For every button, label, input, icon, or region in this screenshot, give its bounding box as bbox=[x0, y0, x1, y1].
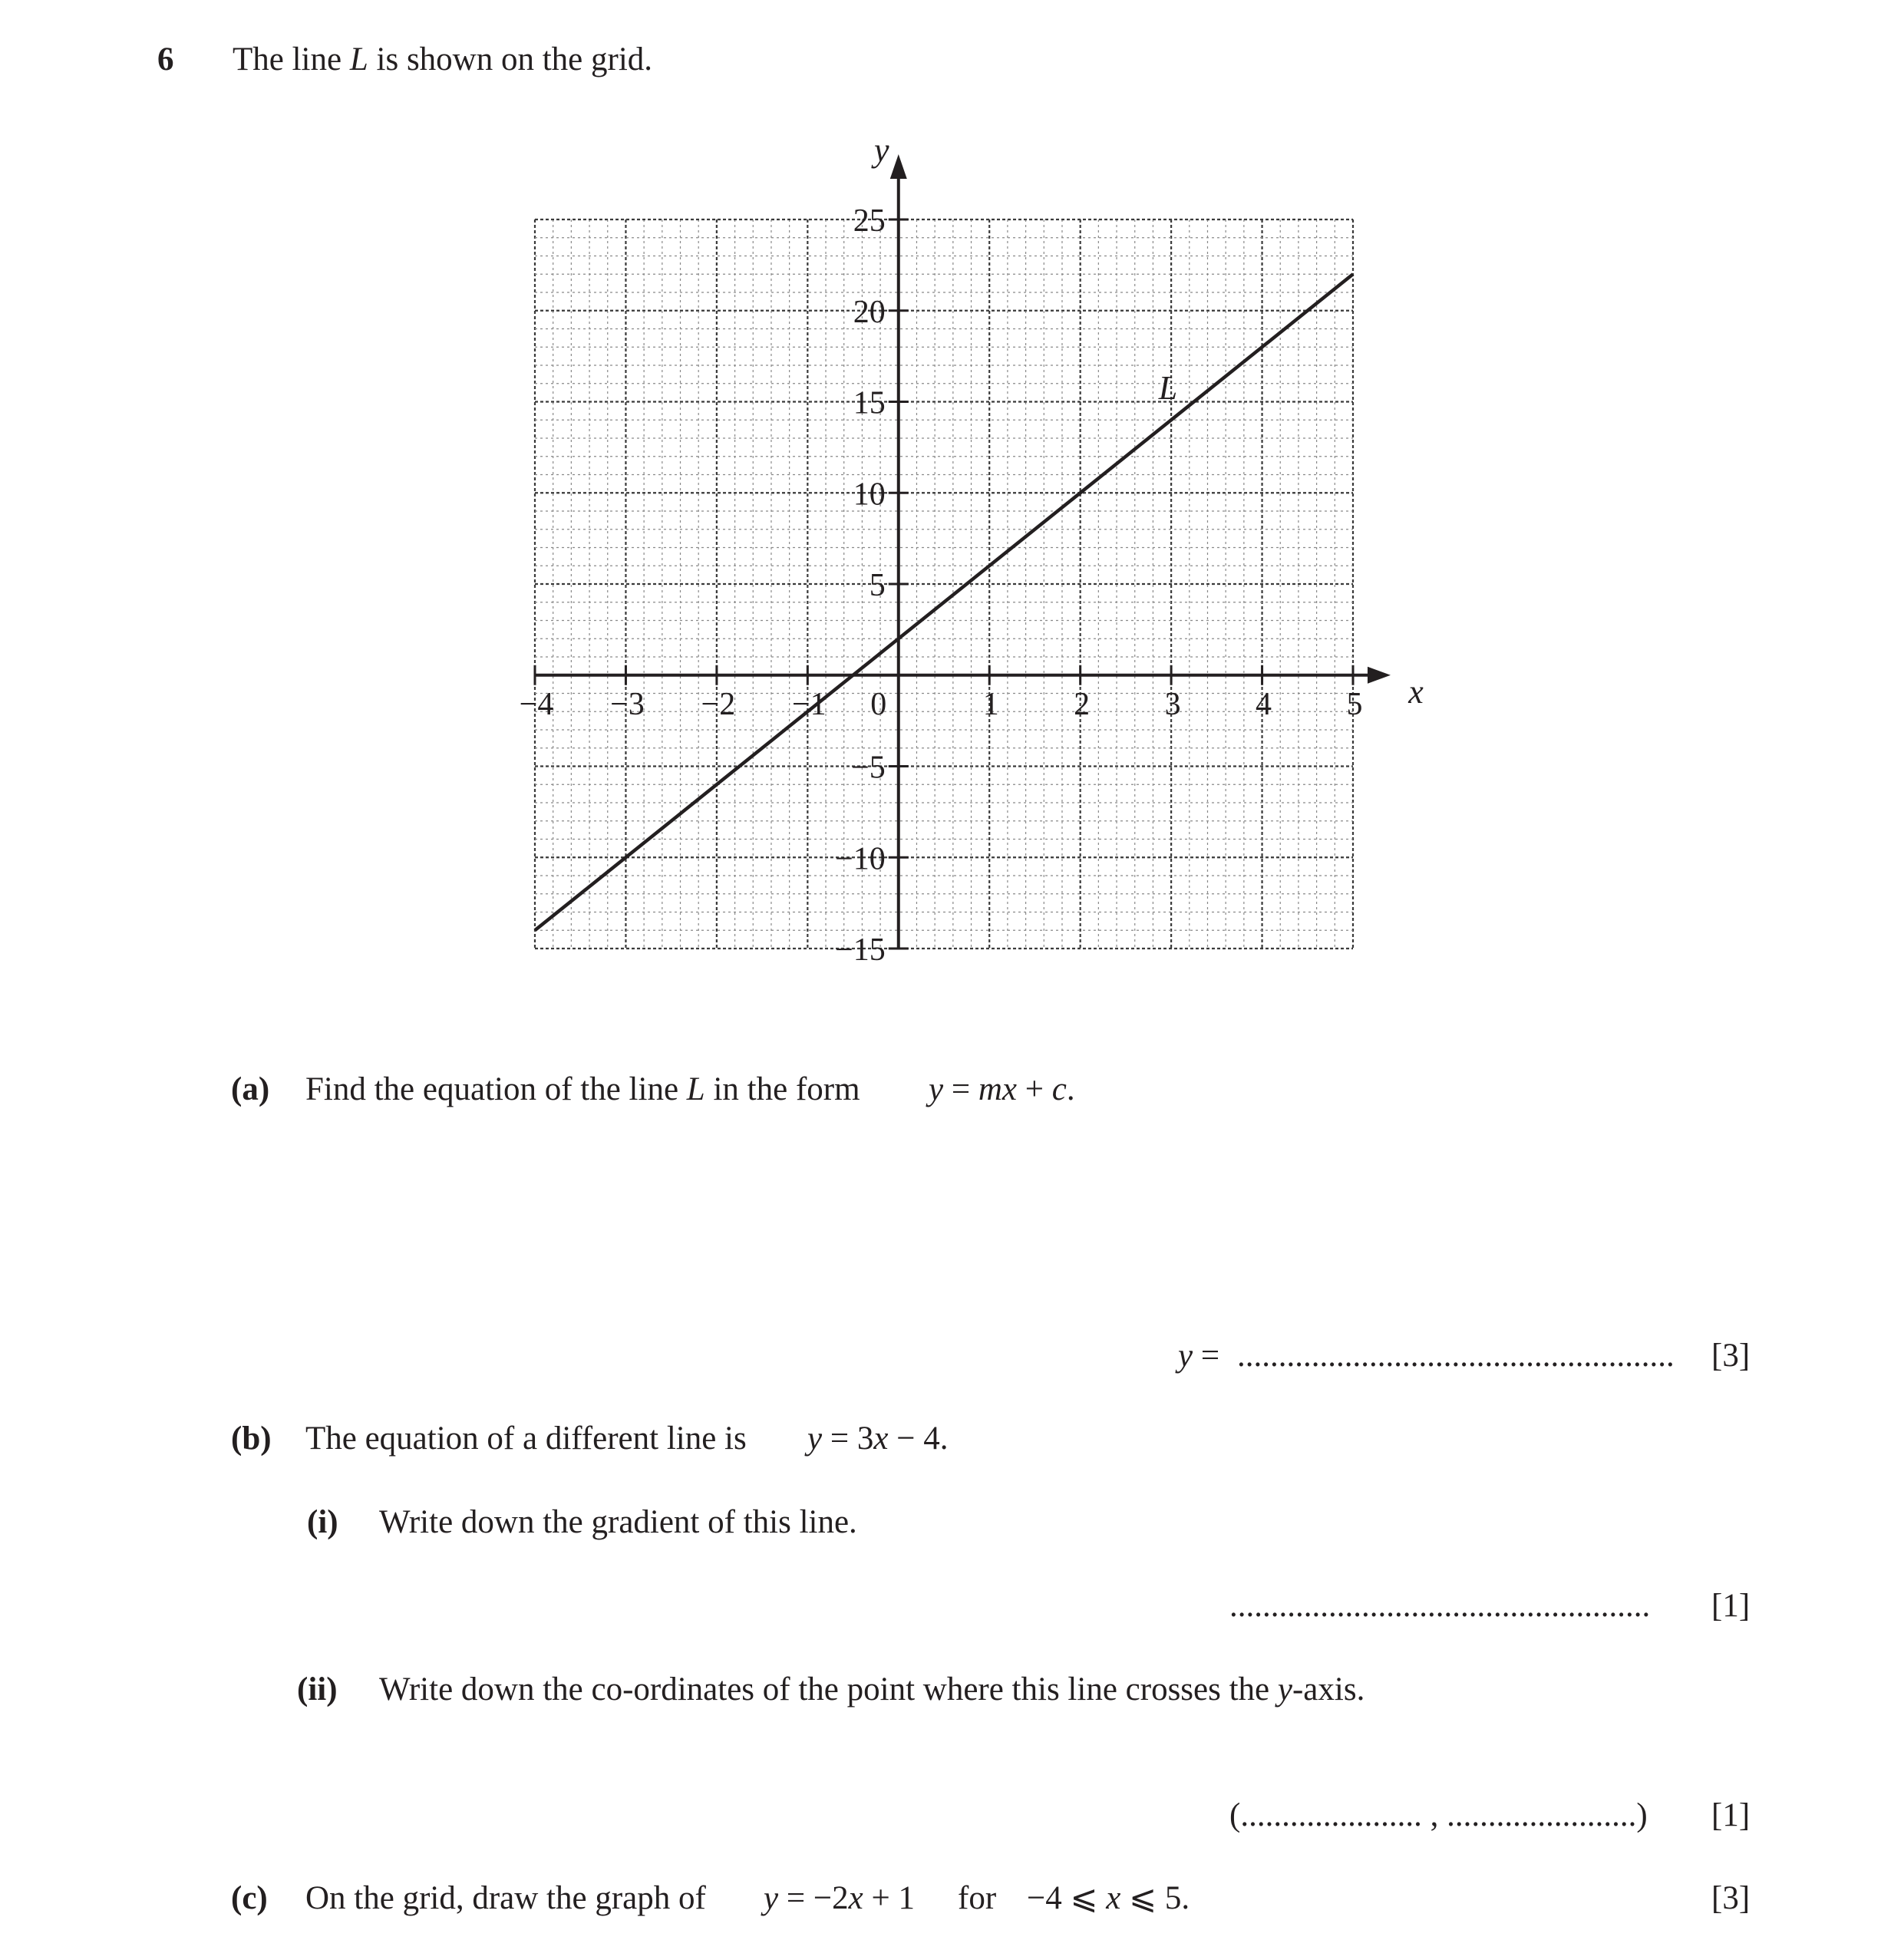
x-tick-label: 4 bbox=[1256, 686, 1272, 722]
part-a-answer-prefix bbox=[1178, 1339, 1219, 1372]
part-b-ii-axis-var: y bbox=[1277, 1671, 1292, 1707]
part-a-formula-y: y bbox=[929, 1071, 944, 1107]
part-b-label: (b) bbox=[231, 1420, 272, 1457]
series-label: L bbox=[1158, 368, 1178, 407]
x-tick-label: −2 bbox=[701, 686, 736, 722]
intro-line-var: L bbox=[349, 41, 368, 78]
series-line-L bbox=[535, 274, 1353, 930]
part-a-answer-y: y bbox=[1178, 1338, 1193, 1374]
y-axis-label: y bbox=[874, 131, 889, 169]
part-c-label: (c) bbox=[231, 1880, 268, 1916]
y-tick-label: 15 bbox=[853, 385, 886, 421]
part-b-ii-marks: [1] bbox=[1711, 1797, 1751, 1833]
y-axis-arrow-icon bbox=[890, 154, 907, 179]
part-b-ii-text-before: Write down the co-ordinates of the point where this line crosses the bbox=[379, 1671, 1278, 1707]
part-a-answer-eq: = bbox=[1193, 1338, 1220, 1374]
part-c-range-x: x bbox=[1106, 1880, 1121, 1916]
y-tick-label: −15 bbox=[835, 932, 886, 968]
part-c-question: On the grid, draw the graph of bbox=[305, 1880, 706, 1916]
part-c-for-word: for bbox=[958, 1880, 997, 1916]
x-tick-label: −1 bbox=[791, 686, 827, 722]
x-tick-label: −4 bbox=[519, 686, 554, 722]
question-number: 6 bbox=[157, 41, 174, 78]
part-b-question: The equation of a different line is bbox=[305, 1420, 747, 1457]
part-b-i-question: Write down the gradient of this line. bbox=[379, 1504, 857, 1540]
y-tick-label: 10 bbox=[853, 477, 886, 513]
x-tick-label: 5 bbox=[1346, 686, 1363, 722]
part-a-text-after: in the form bbox=[705, 1071, 860, 1107]
x-tick-label: 3 bbox=[1164, 686, 1181, 722]
part-c-formula-x: x bbox=[848, 1880, 863, 1916]
part-a-formula bbox=[929, 1073, 1075, 1106]
part-a-formula-eq: = bbox=[943, 1071, 978, 1107]
intro-text-after: is shown on the grid. bbox=[368, 41, 653, 78]
part-b-ii-open-paren: ( bbox=[1229, 1797, 1241, 1833]
y-tick-label: −5 bbox=[851, 750, 886, 786]
part-b-i-label: (i) bbox=[307, 1504, 338, 1540]
part-a-question bbox=[305, 1073, 860, 1106]
part-a-marks: [3] bbox=[1711, 1338, 1751, 1374]
x-axis-label: x bbox=[1408, 672, 1424, 711]
part-b-i-marks: [1] bbox=[1711, 1588, 1751, 1624]
part-b-formula-y: y bbox=[807, 1420, 823, 1457]
part-c-marks: [3] bbox=[1711, 1880, 1751, 1916]
part-a-text-before: Find the equation of the line bbox=[305, 1071, 687, 1107]
x-tick-label: 2 bbox=[1074, 686, 1091, 722]
part-c-range-end: ⩽ 5. bbox=[1120, 1880, 1190, 1916]
part-c-range bbox=[1027, 1882, 1190, 1915]
part-b-formula bbox=[807, 1422, 948, 1455]
x-tick-label: 1 bbox=[982, 686, 999, 722]
part-a-formula-end: . bbox=[1066, 1071, 1075, 1107]
part-b-formula-x: x bbox=[873, 1420, 889, 1457]
intro-text-before: The line bbox=[233, 41, 350, 78]
y-tick-label: 25 bbox=[853, 203, 886, 239]
part-a-formula-c: c bbox=[1051, 1071, 1067, 1107]
part-b-ii-y-answer-line[interactable]: ....................... bbox=[1447, 1797, 1637, 1833]
part-b-ii-text-after: -axis. bbox=[1292, 1671, 1365, 1707]
part-b-ii-x-answer-line[interactable]: ...................... bbox=[1240, 1797, 1422, 1833]
part-b-ii-comma: , bbox=[1421, 1797, 1447, 1833]
part-a-answer-line[interactable]: ..................................................... bbox=[1237, 1339, 1675, 1372]
part-c-formula-y: y bbox=[764, 1880, 779, 1916]
part-c-formula-end: + 1 bbox=[863, 1880, 915, 1916]
y-tick-label: 20 bbox=[853, 294, 886, 330]
grid-lines bbox=[535, 219, 1353, 949]
part-b-ii-label: (ii) bbox=[297, 1671, 338, 1707]
part-a-label: (a) bbox=[231, 1071, 270, 1107]
part-b-formula-end: − 4. bbox=[888, 1420, 949, 1457]
x-axis-arrow-icon bbox=[1368, 667, 1391, 684]
y-tick-label: −10 bbox=[835, 841, 886, 877]
part-a-formula-plus: + bbox=[1017, 1071, 1052, 1107]
part-a-formula-mx: mx bbox=[978, 1071, 1017, 1107]
part-b-i-answer-line[interactable]: ................................................... bbox=[1229, 1589, 1651, 1622]
part-b-ii-answer[interactable] bbox=[1229, 1799, 1648, 1832]
part-a-line-var: L bbox=[686, 1071, 705, 1107]
part-b-ii-question bbox=[379, 1673, 1364, 1706]
y-tick-label: 5 bbox=[869, 568, 886, 603]
part-c-range-start: −4 ⩽ bbox=[1027, 1880, 1107, 1916]
x-tick-label: −3 bbox=[610, 686, 645, 722]
x-tick-label: 0 bbox=[870, 686, 887, 722]
part-b-ii-close-paren: ) bbox=[1636, 1797, 1648, 1833]
part-c-formula-mid: = −2 bbox=[778, 1880, 849, 1916]
series-lines bbox=[535, 274, 1353, 930]
part-c-formula bbox=[764, 1882, 915, 1915]
part-b-formula-mid: = 3 bbox=[822, 1420, 874, 1457]
